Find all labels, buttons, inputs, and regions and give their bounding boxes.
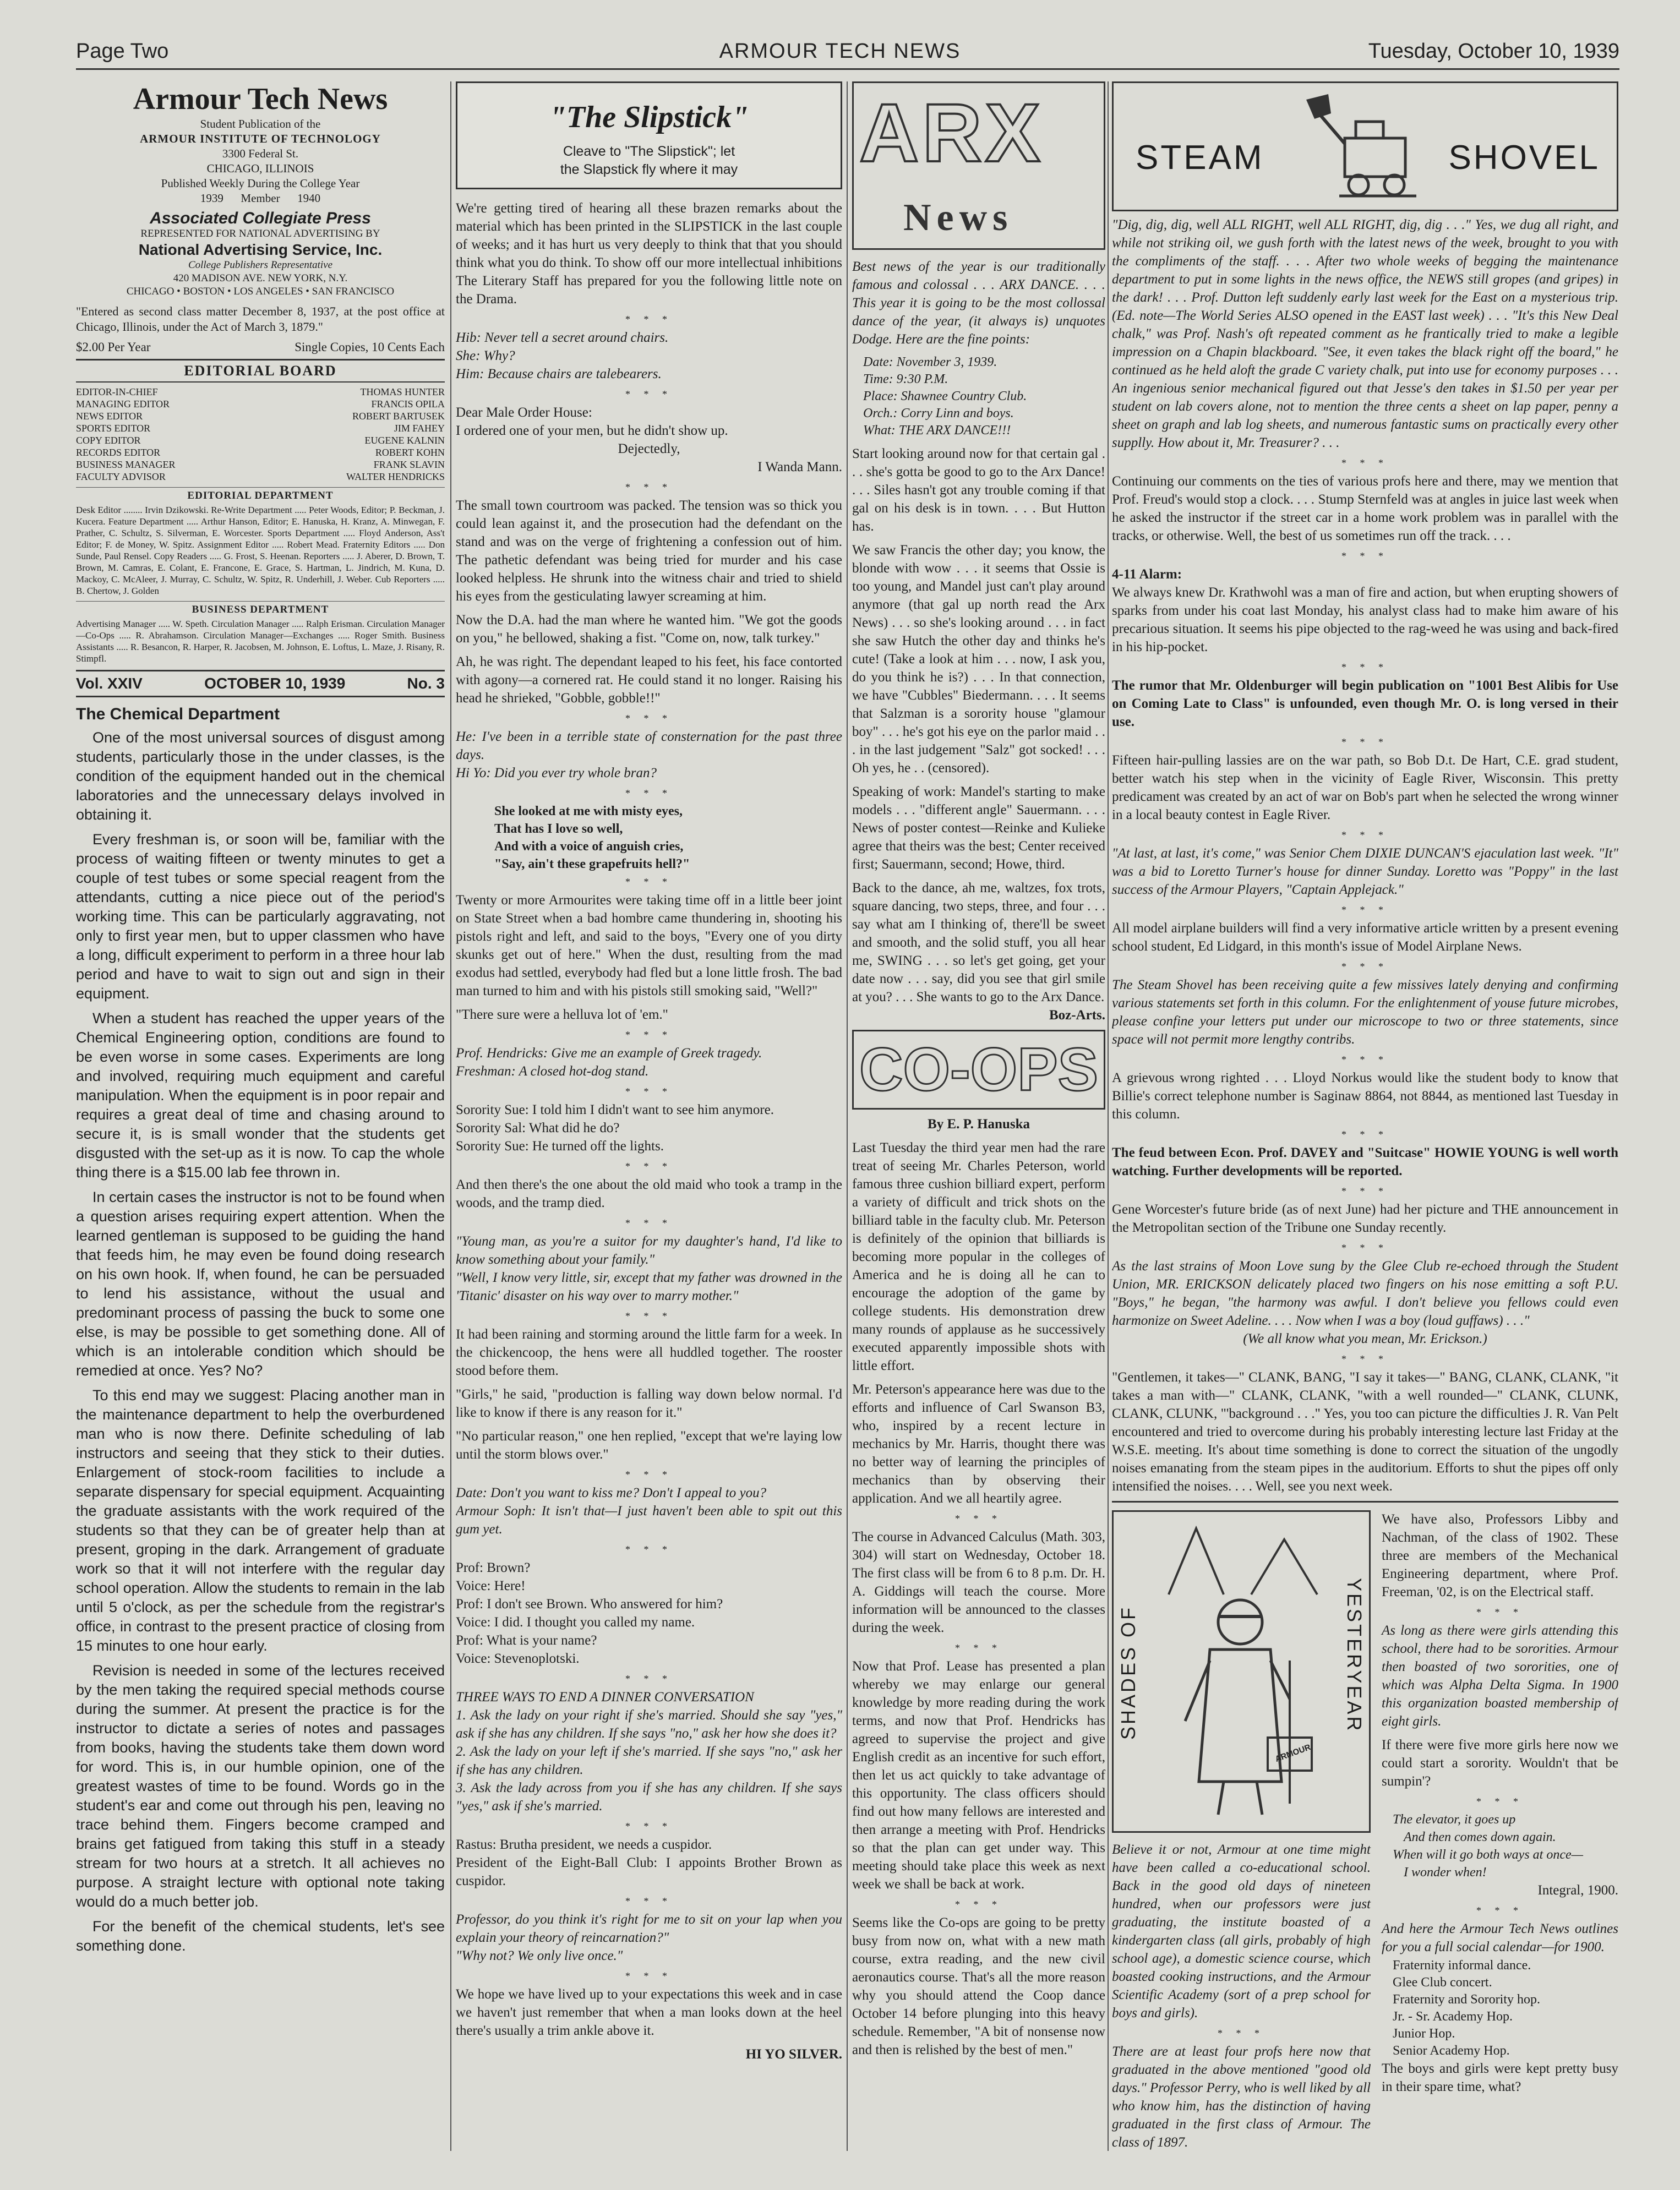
joke-line: Prof: What is your name? — [456, 1633, 597, 1648]
joke-line: He: I've been in a terrible state of consternation for the past three days. — [456, 729, 842, 762]
separator-stars: * * * — [1341, 1353, 1389, 1364]
separator-stars: * * * — [1341, 457, 1389, 468]
editorial-board-title: EDITORIAL BOARD — [76, 359, 445, 383]
arx-news-logo: ARX News — [852, 81, 1105, 250]
separator-stars: * * * — [1341, 1242, 1389, 1253]
editorial-paragraph: One of the most universal sources of disgust among students, particularly those in the under classes, is the condition of the equipment handed out in the chemical laboratories and the unnecessary delays involved in obtaining it. — [76, 729, 445, 823]
steam-shovel-icon — [1306, 89, 1433, 204]
steam-paragraph: The feud between Econ. Prof. DAVEY and "Suitcase" HOWIE YOUNG is well worth watching. Further developments will be reported. — [1112, 1145, 1618, 1178]
arx-paragraph: Speaking of work: Mandel's starting to make models . . . "different angle" Sauermann. . . . News of poster contest—Reinke and Kulieke agree that theirs was the best; Center received first; Sauermann, second; Howe, third. — [852, 784, 1105, 872]
separator-stars: * * * — [1341, 550, 1389, 561]
editorial-paragraph: In certain cases the instructor is not to be found when a question arises requiring expert attention. When the learned gentleman is supposed to be guiding the hand that feeds him, he may even be found doing research on his own hook. If, when found, he can be persuaded to lend his assistance, without the usual and predominant process of passing the buck to some one else, is may be possible to get something done. All of which is an intolerable condition which should be remedied at once. Yes? No? — [76, 1189, 445, 1379]
business-dept-text: Advertising Manager ..... W. Speth. Circulation Manager ..... Ralph Erisman. Circulation Manager—Co-Ops ..... R. Abrahamson. Circulation Manager—Exchanges ..... Roger Smith. Business Assistants ..... R. Besancon, R. Harper, R. Jacobsen, M. Johnson, E. Loftus, L. Maze, J. Risany, R. Stimpfl. — [76, 619, 445, 664]
joke-line: Voice: I did. I thought you called my name. — [456, 1615, 695, 1630]
board-row: NEWS EDITOR ROBERT BARTUSEK — [76, 411, 445, 422]
editorial-dept-text: Desk Editor ........ Irvin Dzikowski. Re-Write Department ..... Peter Woods, Editor; P. Beckman, J. Kucera. Feature Department ..... Arthur Hanson, Editor; E. Hanuska, H. Kranz, A. Minwegan, F. Prather, C. Schultz, S. Silverman, E. Worcester. Sports Department ..... Floyd Anderson, Ass't Editor; F. de Money, W. Spitz. Assignment Editor ..... Robert Mead. Fraternity Editors ..... Don Sunde, Paul Rensel. Copy Readers ..... G. Frost, S. Heenan. Reporters ..... J. Aberer, D. Brown, T. Brown, M. Camras, E. Colant, E. Francone, E. Grace, S. Hartman, L. Jindrich, M. Kuna, D. Mackoy, C. McAleer, J. Murray, C. Schultz, W. Spitz, R. Underhill, J. Weber. Cub Reporters ..... B. Chertow, J. Golden — [76, 505, 445, 596]
social-calendar: Fraternity informal dance. Glee Club concert. Fraternity and Sorority hop. Jr. - Sr. Academy Hop. Junior Hop. Senior Academy Hop. — [1393, 1958, 1540, 2058]
joke-line: Voice: Here! — [456, 1579, 526, 1593]
rep-line: REPRESENTED FOR NATIONAL ADVERTISING BY — [140, 228, 380, 239]
editorial-paragraph: To this end may we suggest: Placing another man in the maintenance department to help the overburdened man who is now there. Definite scheduling of lab instructors and seeing that they stick to their duties. Enlargement of stock-room facilities to include a separate dispensary for special equipment. Acquainting the graduate assistants with the work required of the students so that they can be of greater help than at present, groping in the dark. Arrangement of graduate work so that it will not interfere with the regular day school operation. Allow the students to remain in the lab until 5 o'clock, as per the schedule from the registrar's office, in contrast to the present practice of closing from 15 minutes to one hour early. — [76, 1387, 445, 1654]
separator-stars: * * * — [1341, 1054, 1389, 1065]
elevator-poem: The elevator, it goes up And then comes down again. When will it go both ways at once— I wonder when! — [1393, 1812, 1583, 1880]
steam-paragraph: (We all know what you mean, Mr. Erickson.) — [1243, 1331, 1487, 1346]
joke-line: Him: Because chairs are talebearers. — [456, 367, 662, 381]
separator-stars: * * * — [625, 1161, 673, 1172]
steam-paragraph: The rumor that Mr. Oldenburger will begin publication on "1001 Best Alibis for Use on Coming Late to Class" is unfounded, even though Mr. O. is long versed in their use. — [1112, 678, 1618, 729]
ways-item: 1. Ask the lady on your right if she's married. Should she say "yes," ask if she has any children. If she says "no," ask her how she does it? — [456, 1708, 842, 1741]
editorial-paragraph: For the benefit of the chemical students, let's see something done. — [76, 1918, 445, 1954]
editorial-paragraph: Every freshman is, or soon will be, familiar with the process of waiting fifteen or twenty minutes to get a couple of test tubes or some special reagent from the attendants, cutting a nice piece out of the period's working time. This can be particularly aggravating, not only to first year men, but to upper classmen who have a long, difficult experiment to perform in a three hour lab period and have to wait to sign out and sign in their equipment. — [76, 831, 445, 1002]
joke-line: Date: Don't you want to kiss me? Don't I appeal to you? — [456, 1486, 767, 1500]
separator-stars: * * * — [955, 1513, 1002, 1524]
slipstick-paragraph: The small town courtroom was packed. The tension was so thick you could lean against it, and the prosecution had the defendant on the stand and was on the verge of frightening a confession out of him. The pathetic defendant was being tried for murder and his case looked helpless. He shrunk into the witness chair and tried to shield his eyes from the gesticulating lawyer screaming at him. — [456, 498, 842, 604]
slipstick-title: "The Slipstick" — [549, 100, 749, 134]
coops-paragraph: Last Tuesday the third year men had the rare treat of seeing Mr. Charles Peterson, world famous three cushion billiard expert, perform a variety of difficult and trick shots on the billiard table in the faculty club. Mr. Peterson is definitely of the opinion that billiards is becoming more popular in the colleges of America and he is doing all he can to encourage the adoption of the game by college students. His demonstration drew many rounds of applause as he successively executed apparently impossible shots with little effort. — [852, 1140, 1105, 1373]
joke-line: Dejectedly, — [618, 441, 680, 456]
separator-stars: * * * — [955, 1642, 1002, 1653]
arx-signature: Boz-Arts. — [1049, 1008, 1105, 1023]
separator-stars: * * * — [625, 482, 673, 493]
joke-line: "Why not? We only live once." — [456, 1948, 623, 1963]
shades-left-column — [1112, 1510, 1371, 2157]
separator-stars: * * * — [625, 1896, 673, 1907]
separator-stars: * * * — [625, 1544, 673, 1555]
joke-line: Sorority Sue: I told him I didn't want to see him anymore. — [456, 1102, 774, 1117]
old-professor-figure — [1158, 1517, 1323, 1826]
editorial-title: The Chemical Department — [76, 705, 280, 723]
shades-right-column — [1382, 1510, 1618, 2157]
shades-paragraph: We have also, Professors Libby and Nachman, of the class of 1902. These three are members of the Mechanical Engineering department, where Prof. Freeman, '02, is on the Electrical staff. — [1382, 1512, 1618, 1599]
joke-line: President of the Eight-Ball Club: I appoints Brother Brown as cuspidor. — [456, 1855, 842, 1888]
separator-stars: * * * — [625, 1310, 673, 1321]
board-row: SPORTS EDITOR JIM FAHEY — [76, 423, 445, 434]
slipstick-banner — [456, 81, 842, 189]
steam-paragraph: As the last strains of Moon Love sung by the Glee Club re-echoed through the Student Union, MR. ERICKSON delicately placed two fingers on his nose emitting a soft P.U. "Boys," he began, "the harmony was awful. I don't believe you fellows could even harmonize on Sweet Adeline. . . . Now when I was a boy (loud guffaws) . . ." — [1112, 1259, 1618, 1328]
shades-paragraph: If there were five more girls here now we could start a sorority. Wouldn't that be sumpin'? — [1382, 1738, 1618, 1789]
editorial-board-list — [76, 386, 445, 483]
shades-paragraph: Believe it or not, Armour at one time might have been called a co-educational school. Back in the good old days of nineteen hundred, when our professors were just graduating, the institute boasted of a kindergarten class (all girls, probably of high school age), a domestic science course, which boasted cooking instructions, and the Armour Scientific Academy (sort of a prep school for boys and girls). — [1112, 1842, 1371, 2020]
price-line: $2.00 Per Year Single Copies, 10 Cents Each — [76, 340, 445, 354]
separator-stars: * * * — [625, 314, 673, 325]
steam-paragraph: Gene Worcester's future bride (as of next June) had her picture and THE announcement in the Metropolitan section of the Tribune one Sunday recently. — [1112, 1202, 1618, 1235]
separator-stars: * * * — [625, 1469, 673, 1480]
slipstick-paragraph: "No particular reason," one hen replied, "except that we're laying low until the storm blows over." — [456, 1429, 842, 1462]
separator-stars: * * * — [625, 389, 673, 400]
board-row: EDITOR-IN-CHIEF THOMAS HUNTER — [76, 386, 445, 397]
steam-paragraph: Continuing our comments on the ties of various profs here and there, may we mention that Prof. Freud's would stop a clock. . . . Stump Sternfeld was at angles in juice last week when he asked the instructor if the street car in a home work problem was in parallel with the tracks, or otherwise. Well, the best of us sometimes run off the track. . . . — [1112, 474, 1618, 543]
steam-intro: "Dig, dig, dig, well ALL RIGHT, well ALL RIGHT, dig, dig . . ." Yes, we dug all right, and while not striking oil, we gush forth with the latest news of the week, brought to you with the compliments of the staff. . . . After two whole weeks of begging the maintenance department to put in some lights in the news office, the NEWS still gropes (and gripes) in the dark! . . . Prof. Dutton left suddenly early last week for the East on a mysterious trip. (Ed. note—The World Series ALSO opened in the EAST last week) . . . "It's this New Deal chalk," was Prof. Nash's oft repeated comment as he frantically tried to make a legible impression on a Chapin blackboard. "See, it even takes the black right off the board," he continued as he held aloft the grade C variety chalk, put into use for economy purposes . . . An ingenious senior mechanical figured out that Jesse's den takes in $1.50 per year per student on lab covers alone, not to mention the three cents a sheet on lap paper, penny a sheet on graph and lab log sheets, and numerous fantastic sums on practically every other supplly. How about it, Mr. Treasurer? . . . — [1112, 217, 1618, 450]
board-row: RECORDS EDITOR ROBERT KOHN — [76, 447, 445, 458]
shades-right-label: YESTERYEAR — [1343, 1578, 1366, 1733]
separator-stars: * * * — [1476, 1796, 1524, 1807]
poem: She looked at me with misty eyes, That has I love so well, And with a voice of anguish cries, "Say, ain't these grapefruits hell?" — [494, 804, 690, 871]
separator-stars: * * * — [625, 713, 673, 724]
board-row: BUSINESS MANAGER FRANK SLAVIN — [76, 459, 445, 470]
board-row: FACULTY ADVISOR WALTER HENDRICKS — [76, 471, 445, 482]
column-divider — [450, 81, 451, 2151]
slipstick-paragraph: Ah, he was right. The dependant leaped to his feet, his face contorted with agony—a cornered rat. He could stand it no longer. Raising his head he shrieked, "Gobble, gobble!!" — [456, 654, 842, 706]
coops-logo: CO-OPS — [852, 1030, 1105, 1110]
chemical-editorial — [76, 705, 445, 1956]
arx-dance-details: Date: November 3, 1939. Time: 9:30 P.M. Place: Shawnee Country Club. Orch.: Corry Linn and boys. What: THE ARX DANCE!!! — [863, 355, 1027, 438]
coops-paragraph: Now that Prof. Lease has presented a plan whereby we may enlarge our general knowledge by more reading during the work terms, and now that Prof. Hendricks has agreed to supervise the project and give English credit as an incentive for such effort, then let us act quickly to take advantage of this opportunity. The class officers should find out how many fellows are interested and then arrange a meeting with Prof. Hendricks so that the plan can get under way. This meeting should take place this week as next week we shall be back at work. — [852, 1659, 1105, 1892]
separator-stars: * * * — [1341, 961, 1389, 972]
steam-paragraph: All model airplane builders will find a very informative article written by a present evening school student, Ed Lidgard, in this month's issue of Model Airplane News. — [1112, 921, 1618, 954]
board-row: MANAGING EDITOR FRANCIS OPILA — [76, 398, 445, 409]
slipstick-paragraph: Now the D.A. had the man where he wanted him. "We got the goods on you," he bellowed, shaking a fist. "Come on, now, talk turkey." — [456, 613, 842, 646]
slipstick-paragraph: It had been raining and storming around the little farm for a week. In the chickencoop, the hens were all huddled together. The rooster stood before them. — [456, 1327, 842, 1378]
ways-title: THREE WAYS TO END A DINNER CONVERSATION — [456, 1690, 754, 1705]
masthead-institute: ARMOUR INSTITUTE OF TECHNOLOGY — [140, 132, 381, 145]
joke-line: She: Why? — [456, 348, 515, 363]
newspaper-name: ARMOUR TECH NEWS — [719, 40, 961, 63]
column-arx-coops — [852, 81, 1105, 2173]
steam-paragraph: Fifteen hair-pulling lassies are on the war path, so Bob D.t. De Hart, C.E. grad student, better watch his step when in the vicinity of Eagle River, Wisconsin. This pretty predicament was created by an act of war on Bob's part when he selected the wrong winner in a local beauty contest in Eagle River. — [1112, 753, 1618, 822]
coops-paragraph: The course in Advanced Calculus (Math. 303, 304) will start on Wednesday, October 18. The first class will be from 6 to 8 p.m. Dr. H. A. Giddings will teach the course. More information will be announced to the classes during the week. — [852, 1530, 1105, 1635]
separator-stars: * * * — [625, 1086, 673, 1097]
joke-line: Prof: I don't see Brown. Who answered for him? — [456, 1597, 723, 1612]
shades-illustration — [1112, 1510, 1371, 1833]
joke-signature: I Wanda Mann. — [757, 460, 842, 474]
separator-stars: * * * — [625, 1821, 673, 1832]
steam-paragraph: "At last, at last, it's come," was Senior Chem DIXIE DUNCAN'S ejaculation last week. "It" was a bid to Loretto Turner's house for dinner Sunday. Loretto was "Poppy" in the last success of the Armour Players, "Captain Applejack." — [1112, 846, 1618, 897]
slipstick-paragraph: We hope we have lived up to your expectations this week and in case we haven't just remember that when a man looks down at the heel there's usually a trim ankle above it. — [456, 1987, 842, 2038]
poem-signature: Integral, 1900. — [1537, 1883, 1618, 1898]
editorial-paragraph: Revision is needed in some of the lectures received by the men taking the required special methods course during the summer. At present the practice is for the instructor to dictate a series of notes and passages from books, having the students take them down word for word. This is, in our humble opinion, one of the greatest wastes of time to be found. Words go in the student's ear and come out through his pen, leaving no trace behind them. Fingers become cramped and brains get fatigued from taking this stuff in a steady stream for two hours at a stretch. It all achieves no purpose. A straight lecture with optional note taking would do a much better job. — [76, 1662, 445, 1910]
column-masthead-editorial — [76, 81, 445, 2173]
armour-sign: ARMOUR — [1274, 1742, 1312, 1765]
masthead-member-line: 1939 Member 1940 — [200, 192, 321, 205]
coops-byline: By E. P. Hanuska — [928, 1117, 1030, 1132]
arx-paragraph: We saw Francis the other day; you know, the blonde with wow . . . it seems that Ossie is too young, and Mandel just can't play around anymore (that gal up north read the Arx News) . . . so she's looking around . . . in fact she saw Hutch the other day and thinks he's cute! (Take a look at him . . . now, I ask you, do you think he is?) . . . In that connection, we have "Cubbles" Biedermann. . . . It seems that Salzman is a sorority house "glamour boy" . . . he's got his eye on the parlor maid . . . in the last judgement "Salz" got socked! . . . Oh yes, he . . (censored). — [852, 543, 1105, 775]
separator-stars: * * * — [625, 1029, 673, 1040]
separator-stars: * * * — [625, 1970, 673, 1981]
arx-intro: Best news of the year is our traditionally famous and colossal . . . ARX DANCE. . . . This year it is going to be the most collossal dance of the year, (it always is) unquotes Dodge. Here are the fine points: — [852, 259, 1105, 347]
joke-line: Freshman: A closed hot-dog stand. — [456, 1064, 649, 1079]
separator-stars: * * * — [625, 876, 673, 887]
column-divider — [1108, 81, 1109, 2151]
joke-line: I ordered one of your men, but he didn't show up. — [456, 423, 728, 438]
shades-left-label: SHADES OF — [1117, 1605, 1139, 1740]
column-steam-shovel — [1112, 81, 1618, 2173]
shades-of-yesteryear-section — [1112, 1501, 1618, 2157]
joke-line: Hi Yo: Did you ever try whole bran? — [456, 766, 657, 780]
steam-paragraph: The Steam Shovel has been receiving quite a few missives lately denying and confirming various statements set forth in this column. For the enlightenment of youse future microbes, please confine your letters put under our microscope to two or three statements, since space will not permit more lengthy contribs. — [1112, 977, 1618, 1047]
separator-stars: * * * — [1341, 1129, 1389, 1140]
nas-line: National Advertising Service, Inc. — [138, 241, 383, 258]
editorial-dept-title: EDITORIAL DEPARTMENT — [76, 487, 445, 502]
shovel-word: SHOVEL — [1448, 139, 1600, 177]
issue-date: Tuesday, October 10, 1939 — [1368, 40, 1619, 63]
separator-stars: * * * — [1341, 736, 1389, 747]
joke-line: Sorority Sal: What did he do? — [456, 1121, 620, 1135]
separator-stars: * * * — [625, 1217, 673, 1228]
masthead-title: Armour Tech News — [133, 82, 388, 116]
joke-line: Sorority Sue: He turned off the lights. — [456, 1139, 664, 1154]
steam-paragraph: A grievous wrong righted . . . Lloyd Norkus would like the student body to know that Billie's correct telephone number is Saginaw 8864, not 8844, as mentioned last Tuesday in this column. — [1112, 1071, 1618, 1122]
page-number: Page Two — [76, 40, 169, 63]
joke-line: Prof. Hendricks: Give me an example of Greek tragedy. — [456, 1046, 762, 1061]
separator-stars: * * * — [1341, 829, 1389, 840]
slipstick-paragraph: And then there's the one about the old maid who took a tramp in the woods, and the tramp died. — [456, 1177, 842, 1210]
shades-paragraph: As long as there were girls attending this school, there had to be sororities. Armour then boasted of two sororities, one of which was Alpha Delta Sigma. In 1900 this organization boasted membership of eight girls. — [1382, 1623, 1618, 1729]
slipstick-paragraph: We're getting tired of hearing all these brazen remarks about the material which has been printed in the SLIPSTICK in the last couple of weeks; and it has hurt us very deeply to think that that you should think what you do think. To show off our more intellectual inhibitions The Literary Staff has prepared for you the following little note on the Drama. — [456, 201, 842, 307]
shades-paragraph: And here the Armour Tech News outlines for you a full social calendar—for 1900. — [1382, 1921, 1618, 1954]
steam-shovel-banner — [1112, 81, 1618, 211]
steam-paragraph: "Gentlemen, it takes—" CLANK, BANG, "I say it takes—" BANG, CLANK, CLANK, "it takes a man with—" CLANK, CLANK, "with a well rounded—" CLANK, CLUNK, CLANK, CLUNK, "'background . . ." Yes, you too can picture the difficulties J. R. Van Pelt encountered and tried to overcome during his probably interesting lecture last Friday at the W.S.E. meeting. It's about time something is done to correct the situation of the ungodly noises emanating from the steam pipes in the auditorium. Efforts to shut the pipes off only intensified the noises. . . . Well, see you next week. — [1112, 1370, 1618, 1494]
editorial-paragraph: When a student has reached the upper years of the Chemical Engineering option, conditions are found to be even worse in some cases. Experiments are long and involved, requiring much equipment and careful manipulation. When the equipment is in poor repair and requires a great deal of time and chasing around to secure it, is is small wonder that the students get disgusted with the set-up as it is now. To cap the whole thing there is a $15.00 lab fee thrown in. — [76, 1010, 445, 1181]
alarm-title: 4-11 Alarm: — [1112, 567, 1182, 582]
business-dept-title: BUSINESS DEPARTMENT — [76, 601, 445, 616]
entered-notice: "Entered as second class matter December 8, 1937, at the post office at Chicago, Illinois, under the Act of March 3, 1879." — [76, 304, 445, 334]
joke-line: Rastus: Brutha president, we needs a cuspidor. — [456, 1837, 712, 1852]
nas-address: 420 MADISON AVE. NEW YORK, N.Y. — [173, 272, 348, 284]
board-row: COPY EDITOR EUGENE KALNIN — [76, 435, 445, 446]
joke-line: Hib: Never tell a secret around chairs. — [456, 330, 669, 345]
joke-line: Armour Soph: It isn't that—I just haven't been able to spit out this gum yet. — [456, 1504, 842, 1537]
nas-cities: CHICAGO • BOSTON • LOS ANGELES • SAN FRANCISCO — [126, 286, 395, 297]
joke-line: Prof: Brown? — [456, 1560, 531, 1575]
masthead-address: 3300 Federal St. — [222, 147, 299, 160]
separator-stars: * * * — [1341, 662, 1389, 673]
steam-word: STEAM — [1136, 139, 1264, 177]
column-slipstick — [456, 81, 842, 2173]
joke-line: "Well, I know very little, sir, except that my father was drowned in the 'Titanic' disaster on his way over to marry mother." — [456, 1270, 842, 1303]
ways-item: 2. Ask the lady on your left if she's married. If she says "no," ask her if she has any children. — [456, 1744, 842, 1777]
separator-stars: * * * — [1218, 2028, 1265, 2039]
coops-paragraph: Seems like the Co-ops are going to be pretty busy from now on, what with a new math course, extra reading, and the new civil aeronautics course. That's all the more reason why you should attend the Coop dance October 14 before plunging into this heavy schedule. Remember, "A bit of nonsense now and then is relished by the best of men." — [852, 1915, 1105, 2057]
joke-line: Voice: Stevenoplotski. — [456, 1651, 580, 1666]
joke-line: Dear Male Order House: — [456, 405, 592, 420]
acp-logo: Associated Collegiate Press — [150, 209, 371, 227]
shades-paragraph: There are at least four profs here now that graduated in the above mentioned "good old days." Professor Perry, who is well liked by all who know him, has the distinction of having graduated in the first class of Armour. The class of 1897. — [1112, 2044, 1371, 2150]
separator-stars: * * * — [1341, 904, 1389, 915]
separator-stars: * * * — [1476, 1905, 1524, 1916]
joke-line: "Young man, as you're a suitor for my daughter's hand, I'd like to know something about your family." — [456, 1234, 842, 1267]
slipstick-signature: HI YO SILVER. — [745, 2047, 842, 2062]
shades-paragraph: The boys and girls were kept pretty busy in their spare time, what? — [1382, 2061, 1618, 2094]
separator-stars: * * * — [955, 1899, 1002, 1910]
separator-stars: * * * — [625, 1673, 673, 1684]
masthead-published: Published Weekly During the College Year — [161, 177, 360, 190]
column-divider — [847, 81, 848, 2151]
masthead-subtitle: Student Publication of the — [200, 117, 321, 130]
slipstick-paragraph: "There sure were a helluva lot of 'em." — [456, 1007, 668, 1022]
ways-item: 3. Ask the lady across from you if she has any children. If she says "yes," ask if she's married. — [456, 1781, 842, 1814]
slipstick-paragraph: "Girls," he said, "production is falling way down below normal. I'd like to know if there is any reason for it." — [456, 1387, 842, 1420]
slipstick-paragraph: Twenty or more Armourites were taking time off in a little beer joint on State Street when a bad hombre came thundering in, shooting his pistols right and left, and said to the boys, "Every one of you dirty skunks get out of here." When the dust, resulting from the mad exodus had settled, everybody had fled but a lone little frosh. The bad man turned to him and with his pistols still smoking said, "Well?" — [456, 893, 842, 998]
arx-paragraph: Back to the dance, ah me, waltzes, fox trots, square dancing, two steps, three, and four . . . say what am I thinking of, there'll be sweet and smooth, and the solid stuff, you all hear me, SWING . . . so let's get going, get your date now . . . say, did you see that girl smile at you? . . . She wants to go to the Arx Dance. — [852, 881, 1105, 1004]
arx-paragraph: Start looking around now for that certain gal . . . she's gotta be good to go to the Arx Dance! . . . Siles hasn't got any trouble coming if that gal on his desk is in town. . . . But Hutton has. — [852, 446, 1105, 534]
volume-bar: Vol. XXIV OCTOBER 10, 1939 No. 3 — [76, 670, 445, 697]
header-rule — [76, 68, 1619, 70]
separator-stars: * * * — [1476, 1607, 1524, 1618]
separator-stars: * * * — [625, 788, 673, 799]
nas-sub: College Publishers Representative — [188, 259, 333, 271]
slipstick-motto-1: Cleave to "The Slipstick"; let — [563, 144, 735, 159]
joke-line: Professor, do you think it's right for me to sit on your lap when you explain your theory of reincarnation?" — [456, 1912, 842, 1945]
masthead-city: CHICAGO, ILLINOIS — [206, 162, 314, 175]
slipstick-motto-2: the Slapstick fly where it may — [560, 162, 738, 177]
coops-paragraph: Mr. Peterson's appearance here was due to the efforts and influence of Carl Swanson B3, who, inspired by a recent lecture in mechanics by Mr. Harris, thought there was no better way of learning the principles of mechanics than by observing their application. And we all heartily agree. — [852, 1382, 1105, 1506]
separator-stars: * * * — [1341, 1186, 1389, 1197]
steam-paragraph: We always knew Dr. Krathwohl was a man of fire and action, but when erupting showers of sparks from under his coat last Monday, his analyst class had to make him aware of his precarious situation. It seems his pipe objected to the rag-weed he was using and back-fired in his hip-pocket. — [1112, 585, 1618, 654]
